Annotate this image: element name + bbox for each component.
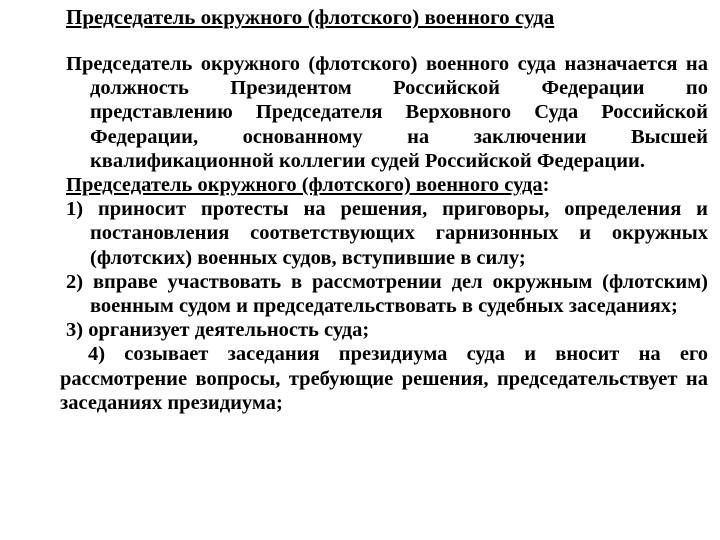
list-item: 4) созывает заседания президиума суда и вносит на его рассмотрение вопросы, требующие решения, председательствует на заседаниях президиума;: [60, 343, 708, 414]
list-item: 3) организует деятельность суда;: [66, 319, 370, 342]
intro-paragraph: Председатель окружного (флотского) военного суда назначается на должность Президентом Российской Федерации по представлению Председателя Верховного Суда Российской Федерации, основанному на заключении Высшей квалификационной коллегии судей Российской Федерации.: [66, 53, 708, 172]
slide-body: [60, 52, 708, 415]
list-item: 2) вправе участвовать в рассмотрении дел окружным (флотским) военным судом и председательствовать в судебных заседаниях;: [66, 270, 708, 318]
duties-heading-colon: :: [542, 174, 550, 197]
duties-heading: Председатель окружного (флотского) военного суда: [66, 174, 543, 197]
list-item: 1) приносит протесты на решения, приговоры, определения и постановления соответствующих гарнизонных и окружных (флотских) военных судов, вступившие в силу;: [66, 198, 708, 269]
slide-title: Председатель окружного (флотского) военного суда: [66, 5, 555, 29]
duties-heading-paragraph: [60, 173, 708, 197]
